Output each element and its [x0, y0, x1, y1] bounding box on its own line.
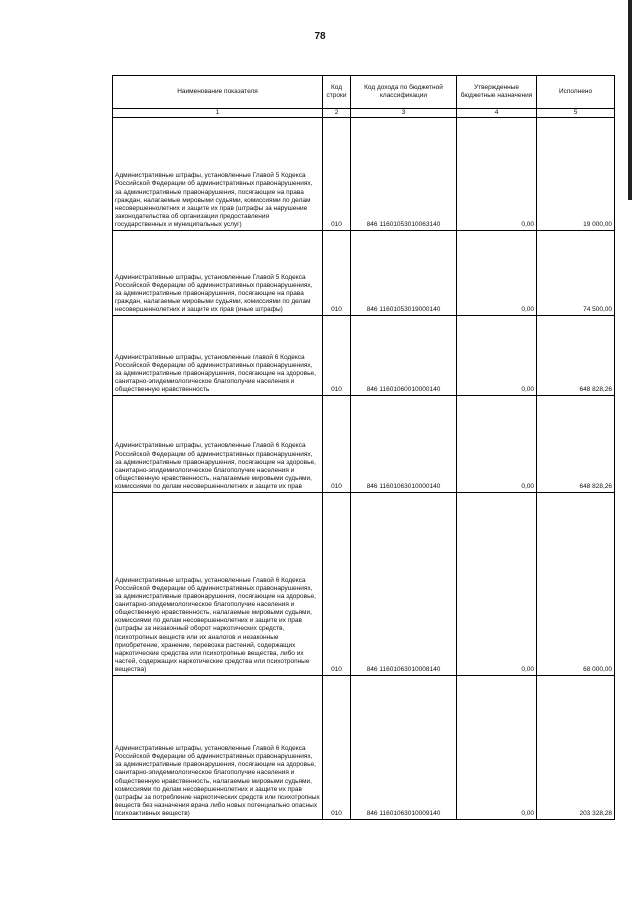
- executed-value: 74 500,00: [537, 231, 615, 316]
- scan-edge-mark: [628, 0, 632, 200]
- budget-code: 846 11601063010000140: [351, 396, 457, 493]
- approved-value: 0,00: [457, 676, 537, 820]
- header-budget-code: Код дохода по бюджетной классификации: [351, 76, 457, 109]
- row-code: 010: [323, 231, 351, 316]
- executed-value: 648 828,26: [537, 316, 615, 396]
- column-number: 5: [537, 109, 615, 118]
- approved-value: 0,00: [457, 231, 537, 316]
- budget-code: 846 11601053010063140: [351, 118, 457, 231]
- column-number: 4: [457, 109, 537, 118]
- header-row: [113, 76, 615, 109]
- revenue-report-table: [112, 75, 615, 820]
- column-number: 2: [323, 109, 351, 118]
- column-number: 1: [113, 109, 323, 118]
- budget-code: 846 11601063010008140: [351, 493, 457, 676]
- approved-value: 0,00: [457, 316, 537, 396]
- executed-value: 203 328,28: [537, 676, 615, 820]
- header-name: Наименование показателя: [113, 76, 323, 109]
- row-name: Административные штрафы, установленные Главой 5 Кодекса Российской Федерации об административных правонарушениях, за административные правонарушения, посягающие на права граждан, налагаемые мировыми судьями, комиссиями по делам несовершеннолетних и защите их прав (штрафы за нарушение законодательства об организации предоставления государственных и муниципальных услуг): [113, 118, 323, 231]
- approved-value: 0,00: [457, 396, 537, 493]
- row-name: Административные штрафы, установленные Главой 6 Кодекса Российской Федерации об административных правонарушениях, за административные правонарушения, посягающие на здоровье, санитарно-эпидемиологическое благополучие населения и общественную нравственность, налагаемые мировыми судьями, комиссиями по делам несовершеннолетних и защите их прав: [113, 396, 323, 493]
- row-code: 010: [323, 316, 351, 396]
- executed-value: 19 000,00: [537, 118, 615, 231]
- table-row: [113, 118, 615, 231]
- header-row-code: Код строки: [323, 76, 351, 109]
- table-row: [113, 493, 615, 676]
- row-name: Административные штрафы, установленные Главой 6 Кодекса Российской Федерации об административных правонарушениях, за административные правонарушения, посягающие на здоровье, санитарно-эпидемиологическое благополучие населения и общественную нравственность, налагаемые мировыми судьями, комиссиями по делам несовершеннолетних и защите их прав (штрафы за потребление наркотических средств или психотропных веществ без назначения врача либо новых потенциально опасных психоактивных веществ): [113, 676, 323, 820]
- row-code: 010: [323, 396, 351, 493]
- budget-code: 846 11601053019000140: [351, 231, 457, 316]
- row-code: 010: [323, 493, 351, 676]
- approved-value: 0,00: [457, 118, 537, 231]
- budget-code: 846 11601060010000140: [351, 316, 457, 396]
- column-number-row: [113, 109, 615, 118]
- executed-value: 648 828,26: [537, 396, 615, 493]
- header-executed: Исполнено: [537, 76, 615, 109]
- row-code: 010: [323, 118, 351, 231]
- row-code: 010: [323, 676, 351, 820]
- table-row: [113, 396, 615, 493]
- approved-value: 0,00: [457, 493, 537, 676]
- budget-code: 846 11601063010009140: [351, 676, 457, 820]
- executed-value: 68 000,00: [537, 493, 615, 676]
- row-name: Административные штрафы, установленные Главой 6 Кодекса Российской Федерации об административных правонарушениях, за административные правонарушения, посягающие на здоровье, санитарно-эпидемиологическое благополучие населения и общественную нравственность, налагаемые мировыми судьями, комиссиями по делам несовершеннолетних и защите их прав (штрафы за незаконный оборот наркотических средств, психотропных веществ или их аналогов и незаконные приобретение, хранение, перевозка растений, содержащих наркотические средства или психотропные вещества, либо их частей, содержащих наркотические средства или психотропные вещества): [113, 493, 323, 676]
- column-number: 3: [351, 109, 457, 118]
- table-row: [113, 231, 615, 316]
- row-name: Административные штрафы, установленные Главой 5 Кодекса Российской Федерации об административных правонарушениях, за административные правонарушения, посягающие на права граждан, налагаемые мировыми судьями, комиссиями по делам несовершеннолетних и защите их прав (иные штрафы): [113, 231, 323, 316]
- page-number: 78: [314, 31, 326, 42]
- row-name: Административные штрафы, установленные главой 6 Кодекса Российской Федерации об административных правонарушениях, за административные правонарушения, посягающие на здоровье, санитарно-эпидемиологическое благополучие населения и общественную нравственность: [113, 316, 323, 396]
- header-approved: Утвержденные бюджетные назначения: [457, 76, 537, 109]
- table-row: [113, 676, 615, 820]
- table-row: [113, 316, 615, 396]
